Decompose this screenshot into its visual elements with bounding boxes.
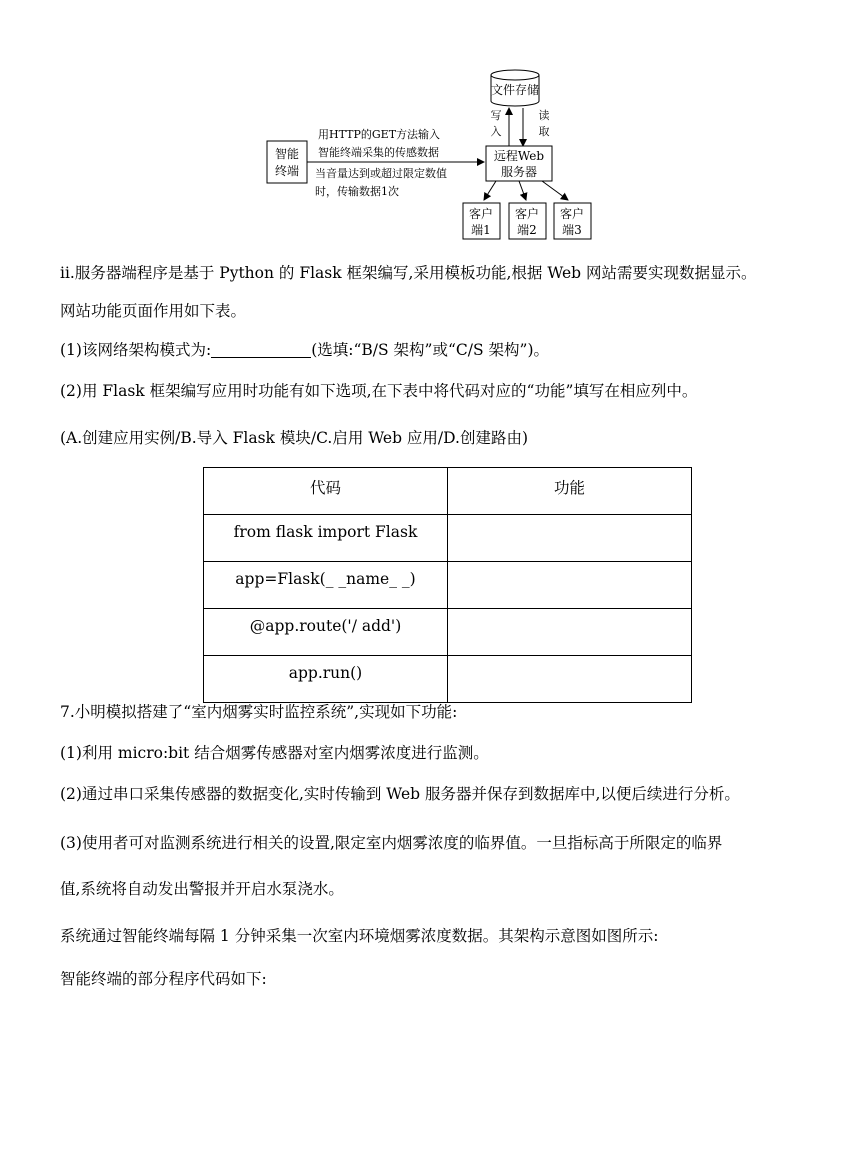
client-1-line1: 客户	[468, 207, 494, 221]
arrow-text-4: 时，传输数据1次	[315, 185, 399, 198]
client-1-box	[463, 203, 500, 239]
code-cell: app.run()	[204, 656, 448, 703]
client-3-box	[554, 203, 591, 239]
question-7: 7.小明模拟搭建了“室内烟雾实时监控系统”,实现如下功能:	[60, 703, 458, 721]
arrow-text-1: 用HTTP的GET方法输入	[318, 128, 441, 141]
options-line: (A.创建应用实例/B.导入 Flask 模块/C.启用 Web 应用/D.创建路由)	[60, 429, 529, 447]
table-row	[204, 609, 692, 656]
file-storage-cylinder	[491, 70, 539, 106]
server-label-1: 远程Web	[493, 149, 545, 163]
client-3-line1: 客户	[559, 207, 585, 221]
client-1-line2: 端1	[471, 223, 491, 237]
read-label-1: 读	[538, 109, 550, 122]
web-server-box	[486, 146, 552, 181]
system-description: 系统通过智能终端每隔 1 分钟采集一次室内环境烟雾浓度数据。其架构示意图如图所示:	[60, 927, 659, 945]
write-label-2: 入	[490, 125, 502, 138]
code-cell: @app.route('/ add')	[204, 609, 448, 656]
paragraph-ii: ⅱ.服务器端程序是基于 Python 的 Flask 框架编写,采用模板功能,根据 Web 网站需要实现数据显示。	[60, 264, 757, 282]
function-cell[interactable]	[448, 656, 692, 703]
feature-2: (2)通过串口采集传感器的数据变化,实时传输到 Web 服务器并保存到数据库中,以便后续进行分析。	[60, 785, 740, 803]
client-2-box	[509, 203, 546, 239]
table-row	[204, 656, 692, 703]
question-1-suffix: (选填:“B/S 架构”或“C/S 架构”)。	[311, 341, 549, 359]
client-3-line2: 端3	[562, 223, 582, 237]
question-2: (2)用 Flask 框架编写应用时功能有如下选项,在下表中将代码对应的“功能”填写在相应列中。	[60, 382, 698, 400]
table-row	[204, 515, 692, 562]
question-1-prefix: (1)该网络架构模式为:	[60, 341, 212, 359]
code-cell: app=Flask(_ _name_ _)	[204, 562, 448, 609]
code-intro: 智能终端的部分程序代码如下:	[60, 970, 267, 988]
question-1	[60, 340, 549, 360]
header-code: 代码	[204, 468, 448, 515]
answer-blank[interactable]	[211, 341, 311, 358]
feature-1: (1)利用 micro:bit 结合烟雾传感器对室内烟雾浓度进行监测。	[60, 744, 489, 762]
terminal-label-2: 终端	[274, 164, 300, 178]
function-cell[interactable]	[448, 515, 692, 562]
header-function: 功能	[448, 468, 692, 515]
server-label-2: 服务器	[500, 165, 538, 179]
feature-3: (3)使用者可对监测系统进行相关的设置,限定室内烟雾浓度的临界值。一旦指标高于所限定的临界	[60, 834, 723, 852]
read-label-2: 取	[538, 125, 550, 138]
table-header-row	[204, 468, 692, 515]
arrow-text-3: 当音量达到或超过限定数值	[315, 167, 447, 180]
function-cell[interactable]	[448, 562, 692, 609]
arrow-text-2: 智能终端采集的传感数据	[318, 146, 439, 159]
flask-code-table	[203, 467, 692, 703]
smart-terminal-box	[267, 141, 307, 183]
paragraph-ii-continued: 网站功能页面作用如下表。	[60, 302, 247, 320]
storage-label: 文件存储	[490, 83, 540, 97]
client-2-line2: 端2	[517, 223, 537, 237]
terminal-label-1: 智能	[274, 147, 300, 161]
client-2-line1: 客户	[514, 207, 540, 221]
write-label-1: 写	[490, 109, 502, 122]
code-cell: from flask import Flask	[204, 515, 448, 562]
table-row	[204, 562, 692, 609]
feature-3-continued: 值,系统将自动发出警报并开启水泵浇水。	[60, 880, 344, 898]
architecture-diagram	[0, 0, 860, 250]
function-cell[interactable]	[448, 609, 692, 656]
